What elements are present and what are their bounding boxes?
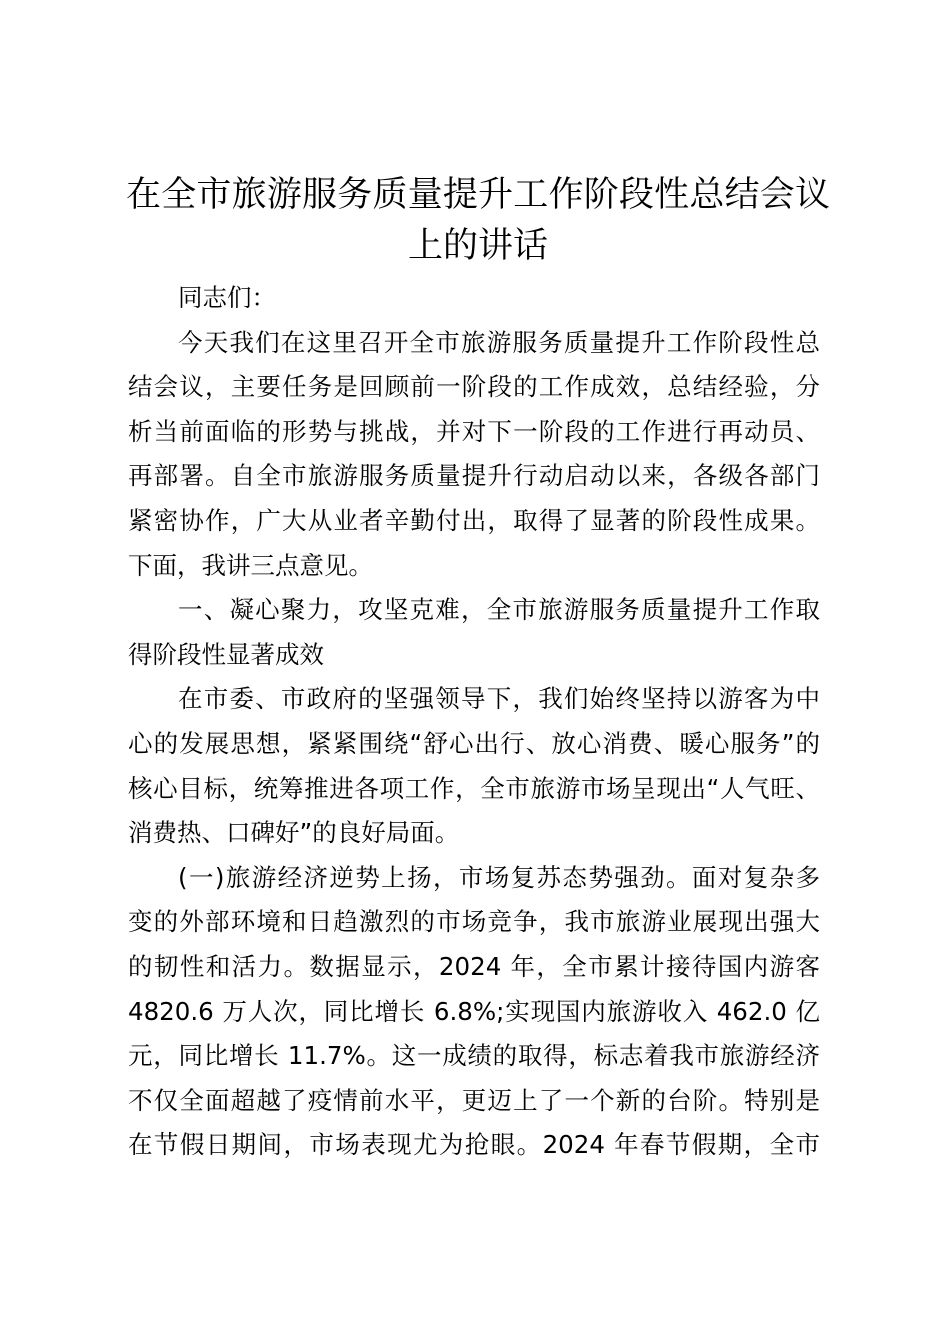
document-title <box>126 170 830 272</box>
title-line: 上的讲话 <box>407 226 548 266</box>
section-heading <box>128 588 820 677</box>
text-line: 不仅全面超越了疫情前水平，更迈上了一个新的台阶。特别是 <box>128 1085 820 1115</box>
text-line: 在市委、市政府的坚强领导下，我们始终坚持以游客为中 <box>178 684 820 714</box>
text-line: 结会议，主要任务是回顾前一阶段的工作成效，总结经验，分 <box>128 372 820 402</box>
text-line: 核心目标，统筹推进各项工作，全市旅游市场呈现出“人气旺、 <box>128 773 820 803</box>
text-line: 的韧性和活力。数据显示，2024 年，全市累计接待国内游客 <box>128 951 820 981</box>
paragraph-intro <box>128 321 820 589</box>
text-line: 析当前面临的形势与挑战，并对下一阶段的工作进行再动员、 <box>128 416 820 446</box>
document-body <box>128 276 820 1168</box>
text-line: 今天我们在这里召开全市旅游服务质量提升工作阶段性总 <box>178 327 820 357</box>
text-line: 再部署。自全市旅游服务质量提升行动启动以来，各级各部门 <box>128 461 820 491</box>
title-line: 在全市旅游服务质量提升工作阶段性总结会议 <box>126 175 830 215</box>
text-line: 消费热、口碑好”的良好局面。 <box>128 818 460 848</box>
text-line: 在节假日期间，市场表现尤为抢眼。2024 年春节假期，全市 <box>128 1130 820 1160</box>
salutation: 同志们： <box>178 283 276 312</box>
text-line: 紧密协作，广大从业者辛勤付出，取得了显著的阶段性成果。 <box>128 505 820 535</box>
text-line: 得阶段性显著成效 <box>128 639 324 669</box>
text-line: 4820.6 万人次，同比增长 6.8%;实现国内旅游收入 462.0 亿 <box>128 996 820 1026</box>
text-line: 下面，我讲三点意见。 <box>128 550 373 580</box>
text-line: (一)旅游经济逆势上扬，市场复苏态势强劲。面对复杂多 <box>178 862 820 892</box>
paragraph-leadership <box>128 677 820 855</box>
text-line: 变的外部环境和日趋激烈的市场竞争，我市旅游业展现出强大 <box>128 907 820 937</box>
text-line: 一、凝心聚力，攻坚克难，全市旅游服务质量提升工作取 <box>178 595 820 625</box>
text-line: 心的发展思想，紧紧围绕“舒心出行、放心消费、暖心服务”的 <box>128 728 820 758</box>
text-line: 元，同比增长 11.7%。这一成绩的取得，标志着我市旅游经济 <box>128 1041 820 1071</box>
paragraph-economy <box>128 856 820 1168</box>
